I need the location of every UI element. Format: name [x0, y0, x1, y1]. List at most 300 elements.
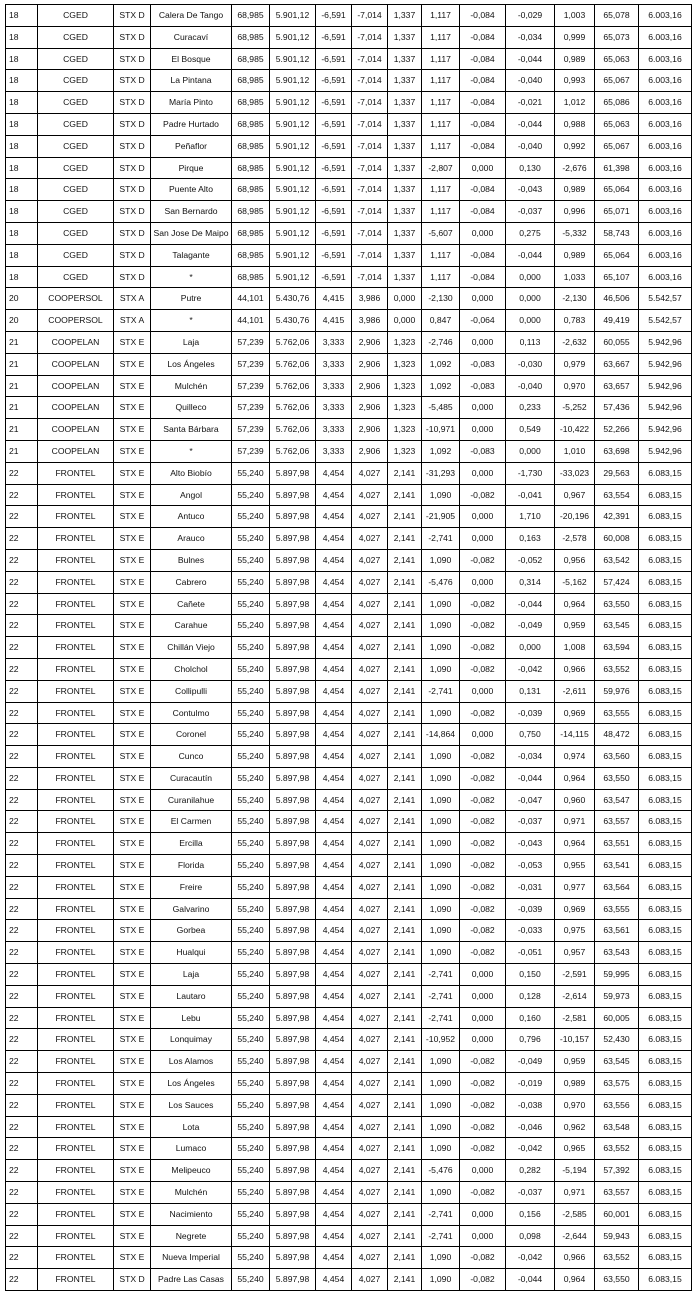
table-cell: -0,084: [460, 5, 506, 27]
table-cell: STX D: [114, 26, 151, 48]
table-cell: -7,014: [352, 157, 388, 179]
table-cell: 6.083,15: [639, 1203, 692, 1225]
table-cell: 63,557: [595, 1182, 639, 1204]
table-cell: 55,240: [232, 898, 270, 920]
table-cell: 55,240: [232, 1269, 270, 1291]
table-cell: -0,039: [506, 702, 555, 724]
table-cell: 6.083,15: [639, 833, 692, 855]
table-cell: 0,750: [506, 724, 555, 746]
table-cell: FRONTEL: [38, 1073, 114, 1095]
table-cell: 2,906: [352, 353, 388, 375]
table-cell: 55,240: [232, 680, 270, 702]
table-cell: 1,337: [388, 92, 422, 114]
table-cell: -6,591: [316, 157, 352, 179]
table-cell: CGED: [38, 5, 114, 27]
table-cell: 6.083,15: [639, 1116, 692, 1138]
table-cell: 4,454: [316, 593, 352, 615]
table-cell: STX D: [114, 222, 151, 244]
table-cell: STX E: [114, 920, 151, 942]
table-cell: 2,141: [388, 593, 422, 615]
table-cell: Carahue: [151, 615, 232, 637]
table-cell: 0,000: [460, 964, 506, 986]
table-cell: 6.083,15: [639, 1073, 692, 1095]
table-cell: 6.003,16: [639, 222, 692, 244]
table-cell: -0,082: [460, 658, 506, 680]
table-cell: 0,796: [506, 1029, 555, 1051]
table-cell: STX D: [114, 48, 151, 70]
table-cell: 4,454: [316, 964, 352, 986]
table-cell: STX E: [114, 1203, 151, 1225]
table-cell: 2,141: [388, 637, 422, 659]
table-cell: 20: [6, 310, 38, 332]
table-row: [6, 397, 692, 419]
table-cell: 2,906: [352, 375, 388, 397]
table-cell: STX E: [114, 767, 151, 789]
table-cell: 0,966: [555, 658, 595, 680]
table-cell: -0,031: [506, 876, 555, 898]
table-cell: 2,141: [388, 462, 422, 484]
table-cell: 1,323: [388, 353, 422, 375]
table-cell: -14,864: [422, 724, 460, 746]
table-cell: FRONTEL: [38, 571, 114, 593]
table-cell: 1,090: [422, 637, 460, 659]
table-cell: -0,044: [506, 1269, 555, 1291]
table-cell: -0,044: [506, 113, 555, 135]
table-cell: 65,063: [595, 48, 639, 70]
table-row: [6, 484, 692, 506]
table-cell: 0,960: [555, 789, 595, 811]
table-cell: STX E: [114, 746, 151, 768]
table-cell: 5.901,12: [270, 157, 316, 179]
table-cell: 63,575: [595, 1073, 639, 1095]
table-cell: Cunco: [151, 746, 232, 768]
table-cell: 4,415: [316, 310, 352, 332]
table-cell: 57,239: [232, 397, 270, 419]
table-cell: 0,964: [555, 593, 595, 615]
table-cell: FRONTEL: [38, 724, 114, 746]
table-row: [6, 5, 692, 27]
table-cell: FRONTEL: [38, 1225, 114, 1247]
table-cell: -2,746: [422, 331, 460, 353]
table-cell: Laja: [151, 331, 232, 353]
table-cell: 5.897,98: [270, 1073, 316, 1095]
table-cell: 5.901,12: [270, 92, 316, 114]
table-cell: 1,337: [388, 266, 422, 288]
table-cell: Cañete: [151, 593, 232, 615]
table-cell: -0,084: [460, 48, 506, 70]
table-cell: -0,084: [460, 92, 506, 114]
table-cell: 63,541: [595, 855, 639, 877]
table-cell: 4,027: [352, 1138, 388, 1160]
table-cell: FRONTEL: [38, 833, 114, 855]
table-cell: -6,591: [316, 222, 352, 244]
table-cell: 55,240: [232, 1138, 270, 1160]
table-cell: 6.083,15: [639, 484, 692, 506]
table-cell: 0,783: [555, 310, 595, 332]
table-cell: 18: [6, 201, 38, 223]
table-cell: FRONTEL: [38, 702, 114, 724]
table-cell: -0,084: [460, 113, 506, 135]
table-cell: 2,906: [352, 440, 388, 462]
table-cell: -0,064: [460, 310, 506, 332]
table-cell: -2,741: [422, 680, 460, 702]
table-cell: 6.003,16: [639, 70, 692, 92]
table-cell: CGED: [38, 48, 114, 70]
table-cell: -0,082: [460, 767, 506, 789]
table-cell: 1,117: [422, 266, 460, 288]
table-cell: 44,101: [232, 310, 270, 332]
table-cell: 4,454: [316, 789, 352, 811]
table-cell: -10,422: [555, 419, 595, 441]
tariff-table: [5, 4, 692, 1291]
table-cell: STX E: [114, 680, 151, 702]
table-cell: STX E: [114, 985, 151, 1007]
table-cell: 1,337: [388, 113, 422, 135]
table-cell: -0,030: [506, 353, 555, 375]
table-cell: 18: [6, 70, 38, 92]
table-cell: -0,082: [460, 1138, 506, 1160]
table-cell: 55,240: [232, 1051, 270, 1073]
table-cell: 0,000: [460, 1225, 506, 1247]
table-cell: -0,029: [506, 5, 555, 27]
table-cell: STX D: [114, 5, 151, 27]
table-cell: 6.003,16: [639, 92, 692, 114]
table-cell: -0,084: [460, 70, 506, 92]
table-cell: *: [151, 266, 232, 288]
table-cell: 22: [6, 593, 38, 615]
table-row: [6, 1116, 692, 1138]
table-cell: 63,548: [595, 1116, 639, 1138]
table-cell: 22: [6, 506, 38, 528]
table-cell: 0,000: [460, 1007, 506, 1029]
table-cell: 60,055: [595, 331, 639, 353]
table-cell: 0,314: [506, 571, 555, 593]
table-body: [6, 5, 692, 1291]
table-cell: 0,971: [555, 1182, 595, 1204]
table-cell: 0,979: [555, 353, 595, 375]
table-cell: 5.762,06: [270, 375, 316, 397]
table-cell: 5.897,98: [270, 942, 316, 964]
table-row: [6, 767, 692, 789]
table-cell: 6.003,16: [639, 113, 692, 135]
table-cell: 3,333: [316, 440, 352, 462]
table-cell: -0,082: [460, 920, 506, 942]
table-cell: 21: [6, 375, 38, 397]
table-cell: -7,014: [352, 135, 388, 157]
table-cell: 57,424: [595, 571, 639, 593]
table-cell: STX E: [114, 658, 151, 680]
table-cell: 5.897,98: [270, 484, 316, 506]
table-cell: 6.003,16: [639, 157, 692, 179]
table-cell: -0,083: [460, 353, 506, 375]
table-cell: -2,741: [422, 985, 460, 1007]
table-cell: 55,240: [232, 1225, 270, 1247]
table-cell: 0,970: [555, 375, 595, 397]
table-cell: 2,906: [352, 419, 388, 441]
table-cell: 4,027: [352, 876, 388, 898]
table-cell: 65,067: [595, 70, 639, 92]
table-cell: 18: [6, 113, 38, 135]
table-cell: COOPELAN: [38, 397, 114, 419]
table-cell: -0,084: [460, 26, 506, 48]
table-cell: 0,970: [555, 1094, 595, 1116]
table-cell: 55,240: [232, 506, 270, 528]
table-cell: 4,027: [352, 1203, 388, 1225]
table-cell: STX E: [114, 1029, 151, 1051]
table-cell: Lonquimay: [151, 1029, 232, 1051]
table-cell: 6.003,16: [639, 244, 692, 266]
table-row: [6, 746, 692, 768]
table-cell: 5.897,98: [270, 637, 316, 659]
table-cell: 22: [6, 528, 38, 550]
table-cell: 1,033: [555, 266, 595, 288]
table-cell: 55,240: [232, 1182, 270, 1204]
table-cell: 6.083,15: [639, 1029, 692, 1051]
table-cell: 4,454: [316, 1160, 352, 1182]
table-cell: 2,141: [388, 1225, 422, 1247]
table-cell: San Jose De Maipo: [151, 222, 232, 244]
table-cell: 1,117: [422, 5, 460, 27]
table-row: [6, 1225, 692, 1247]
table-cell: 21: [6, 353, 38, 375]
table-row: [6, 1029, 692, 1051]
table-cell: 1,337: [388, 70, 422, 92]
table-cell: 1,090: [422, 658, 460, 680]
table-cell: 4,027: [352, 724, 388, 746]
table-cell: 4,454: [316, 658, 352, 680]
table-cell: COOPELAN: [38, 440, 114, 462]
table-cell: 4,454: [316, 767, 352, 789]
table-cell: 6.003,16: [639, 26, 692, 48]
table-cell: 0,999: [555, 26, 595, 48]
table-cell: 0,160: [506, 1007, 555, 1029]
table-cell: 68,985: [232, 222, 270, 244]
table-cell: 0,000: [460, 1160, 506, 1182]
table-cell: -2,807: [422, 157, 460, 179]
table-cell: FRONTEL: [38, 462, 114, 484]
table-cell: 6.083,15: [639, 964, 692, 986]
table-cell: 22: [6, 462, 38, 484]
table-cell: 0,000: [460, 1203, 506, 1225]
table-cell: 0,282: [506, 1160, 555, 1182]
table-cell: -0,082: [460, 811, 506, 833]
table-row: [6, 288, 692, 310]
table-cell: 59,976: [595, 680, 639, 702]
table-cell: 5.942,96: [639, 375, 692, 397]
table-cell: CGED: [38, 113, 114, 135]
table-cell: 4,454: [316, 615, 352, 637]
table-cell: 2,141: [388, 571, 422, 593]
table-cell: 6.003,16: [639, 135, 692, 157]
table-cell: STX E: [114, 506, 151, 528]
table-cell: 5.897,98: [270, 506, 316, 528]
table-row: [6, 157, 692, 179]
table-cell: 57,436: [595, 397, 639, 419]
table-cell: 4,454: [316, 724, 352, 746]
table-cell: STX E: [114, 876, 151, 898]
table-cell: STX E: [114, 1094, 151, 1116]
table-cell: 0,977: [555, 876, 595, 898]
table-cell: 63,594: [595, 637, 639, 659]
table-cell: 0,956: [555, 549, 595, 571]
table-cell: -2,676: [555, 157, 595, 179]
table-cell: 1,090: [422, 746, 460, 768]
table-cell: -10,952: [422, 1029, 460, 1051]
table-cell: -0,042: [506, 1247, 555, 1269]
table-cell: El Carmen: [151, 811, 232, 833]
table-cell: 21: [6, 397, 38, 419]
table-cell: -0,053: [506, 855, 555, 877]
table-cell: 0,000: [460, 528, 506, 550]
table-cell: STX D: [114, 179, 151, 201]
table-cell: 22: [6, 898, 38, 920]
table-cell: 22: [6, 942, 38, 964]
table-row: [6, 702, 692, 724]
table-cell: -33,023: [555, 462, 595, 484]
table-cell: 4,027: [352, 833, 388, 855]
table-cell: -6,591: [316, 266, 352, 288]
table-cell: 4,027: [352, 789, 388, 811]
table-cell: -7,014: [352, 70, 388, 92]
table-row: [6, 222, 692, 244]
table-cell: 59,995: [595, 964, 639, 986]
table-cell: 2,141: [388, 680, 422, 702]
table-cell: 68,985: [232, 179, 270, 201]
table-cell: FRONTEL: [38, 528, 114, 550]
table-cell: STX E: [114, 637, 151, 659]
table-cell: -0,037: [506, 201, 555, 223]
table-cell: 5.901,12: [270, 113, 316, 135]
table-cell: 55,240: [232, 1247, 270, 1269]
table-cell: -0,044: [506, 767, 555, 789]
table-cell: COOPERSOL: [38, 288, 114, 310]
table-cell: Melipeuco: [151, 1160, 232, 1182]
table-cell: 6.083,15: [639, 1051, 692, 1073]
table-cell: 1,010: [555, 440, 595, 462]
table-cell: 48,472: [595, 724, 639, 746]
table-cell: 68,985: [232, 26, 270, 48]
table-cell: 5.897,98: [270, 1029, 316, 1051]
table-cell: 1,117: [422, 70, 460, 92]
table-cell: 2,141: [388, 1182, 422, 1204]
table-cell: 1,323: [388, 397, 422, 419]
table-cell: 0,000: [460, 331, 506, 353]
table-cell: 57,392: [595, 1160, 639, 1182]
table-cell: 1,323: [388, 419, 422, 441]
table-cell: 1,090: [422, 1138, 460, 1160]
table-cell: 0,000: [460, 724, 506, 746]
table-cell: -0,052: [506, 549, 555, 571]
table-cell: 57,239: [232, 375, 270, 397]
table-cell: 2,906: [352, 397, 388, 419]
table-cell: 1,092: [422, 440, 460, 462]
table-cell: 5.897,98: [270, 1051, 316, 1073]
table-cell: 4,027: [352, 855, 388, 877]
table-cell: 6.083,15: [639, 462, 692, 484]
table-cell: -0,040: [506, 375, 555, 397]
table-cell: Los Ángeles: [151, 353, 232, 375]
table-cell: 1,003: [555, 5, 595, 27]
table-cell: 0,000: [460, 571, 506, 593]
table-cell: 0,130: [506, 157, 555, 179]
table-cell: STX D: [114, 1269, 151, 1291]
table-cell: 2,141: [388, 746, 422, 768]
table-cell: 5.897,98: [270, 1269, 316, 1291]
table-cell: 57,239: [232, 440, 270, 462]
table-cell: 22: [6, 1007, 38, 1029]
table-cell: 68,985: [232, 266, 270, 288]
table-cell: -0,082: [460, 1073, 506, 1095]
table-cell: 55,240: [232, 920, 270, 942]
table-cell: 22: [6, 1203, 38, 1225]
table-cell: 0,156: [506, 1203, 555, 1225]
table-cell: 2,141: [388, 855, 422, 877]
table-cell: CGED: [38, 244, 114, 266]
table-cell: 21: [6, 440, 38, 462]
table-row: [6, 549, 692, 571]
table-cell: 63,551: [595, 833, 639, 855]
table-cell: 5.942,96: [639, 397, 692, 419]
table-cell: Collipulli: [151, 680, 232, 702]
table-cell: -0,082: [460, 1116, 506, 1138]
table-cell: 2,141: [388, 1269, 422, 1291]
table-cell: 5.897,98: [270, 571, 316, 593]
table-cell: 44,101: [232, 288, 270, 310]
table-cell: FRONTEL: [38, 658, 114, 680]
table-cell: 22: [6, 767, 38, 789]
table-cell: 0,000: [506, 637, 555, 659]
table-cell: 65,086: [595, 92, 639, 114]
table-cell: 6.083,15: [639, 658, 692, 680]
table-cell: 63,543: [595, 942, 639, 964]
table-cell: 0,957: [555, 942, 595, 964]
table-cell: 0,988: [555, 113, 595, 135]
table-cell: 1,337: [388, 48, 422, 70]
table-row: [6, 1160, 692, 1182]
table-cell: 2,141: [388, 549, 422, 571]
table-cell: COOPELAN: [38, 331, 114, 353]
table-cell: -2,614: [555, 985, 595, 1007]
table-cell: 5.897,98: [270, 1225, 316, 1247]
table-cell: 22: [6, 549, 38, 571]
table-cell: 4,027: [352, 702, 388, 724]
table-cell: 55,240: [232, 724, 270, 746]
table-cell: 6.083,15: [639, 1160, 692, 1182]
table-cell: FRONTEL: [38, 898, 114, 920]
table-cell: 5.897,98: [270, 1138, 316, 1160]
table-cell: Curanilahue: [151, 789, 232, 811]
table-cell: Lautaro: [151, 985, 232, 1007]
table-cell: 63,564: [595, 876, 639, 898]
table-cell: 22: [6, 637, 38, 659]
table-cell: 65,063: [595, 113, 639, 135]
table-cell: -2,585: [555, 1203, 595, 1225]
table-cell: 60,008: [595, 528, 639, 550]
table-cell: Santa Bárbara: [151, 419, 232, 441]
table-row: [6, 1203, 692, 1225]
table-cell: 0,000: [388, 288, 422, 310]
table-cell: 4,027: [352, 593, 388, 615]
table-cell: STX E: [114, 1247, 151, 1269]
table-cell: -7,014: [352, 179, 388, 201]
table-cell: 5.897,98: [270, 1160, 316, 1182]
table-cell: 68,985: [232, 5, 270, 27]
table-cell: CGED: [38, 92, 114, 114]
table-cell: 5.897,98: [270, 746, 316, 768]
table-cell: 4,454: [316, 746, 352, 768]
table-cell: -0,051: [506, 942, 555, 964]
table-cell: 5.942,96: [639, 440, 692, 462]
